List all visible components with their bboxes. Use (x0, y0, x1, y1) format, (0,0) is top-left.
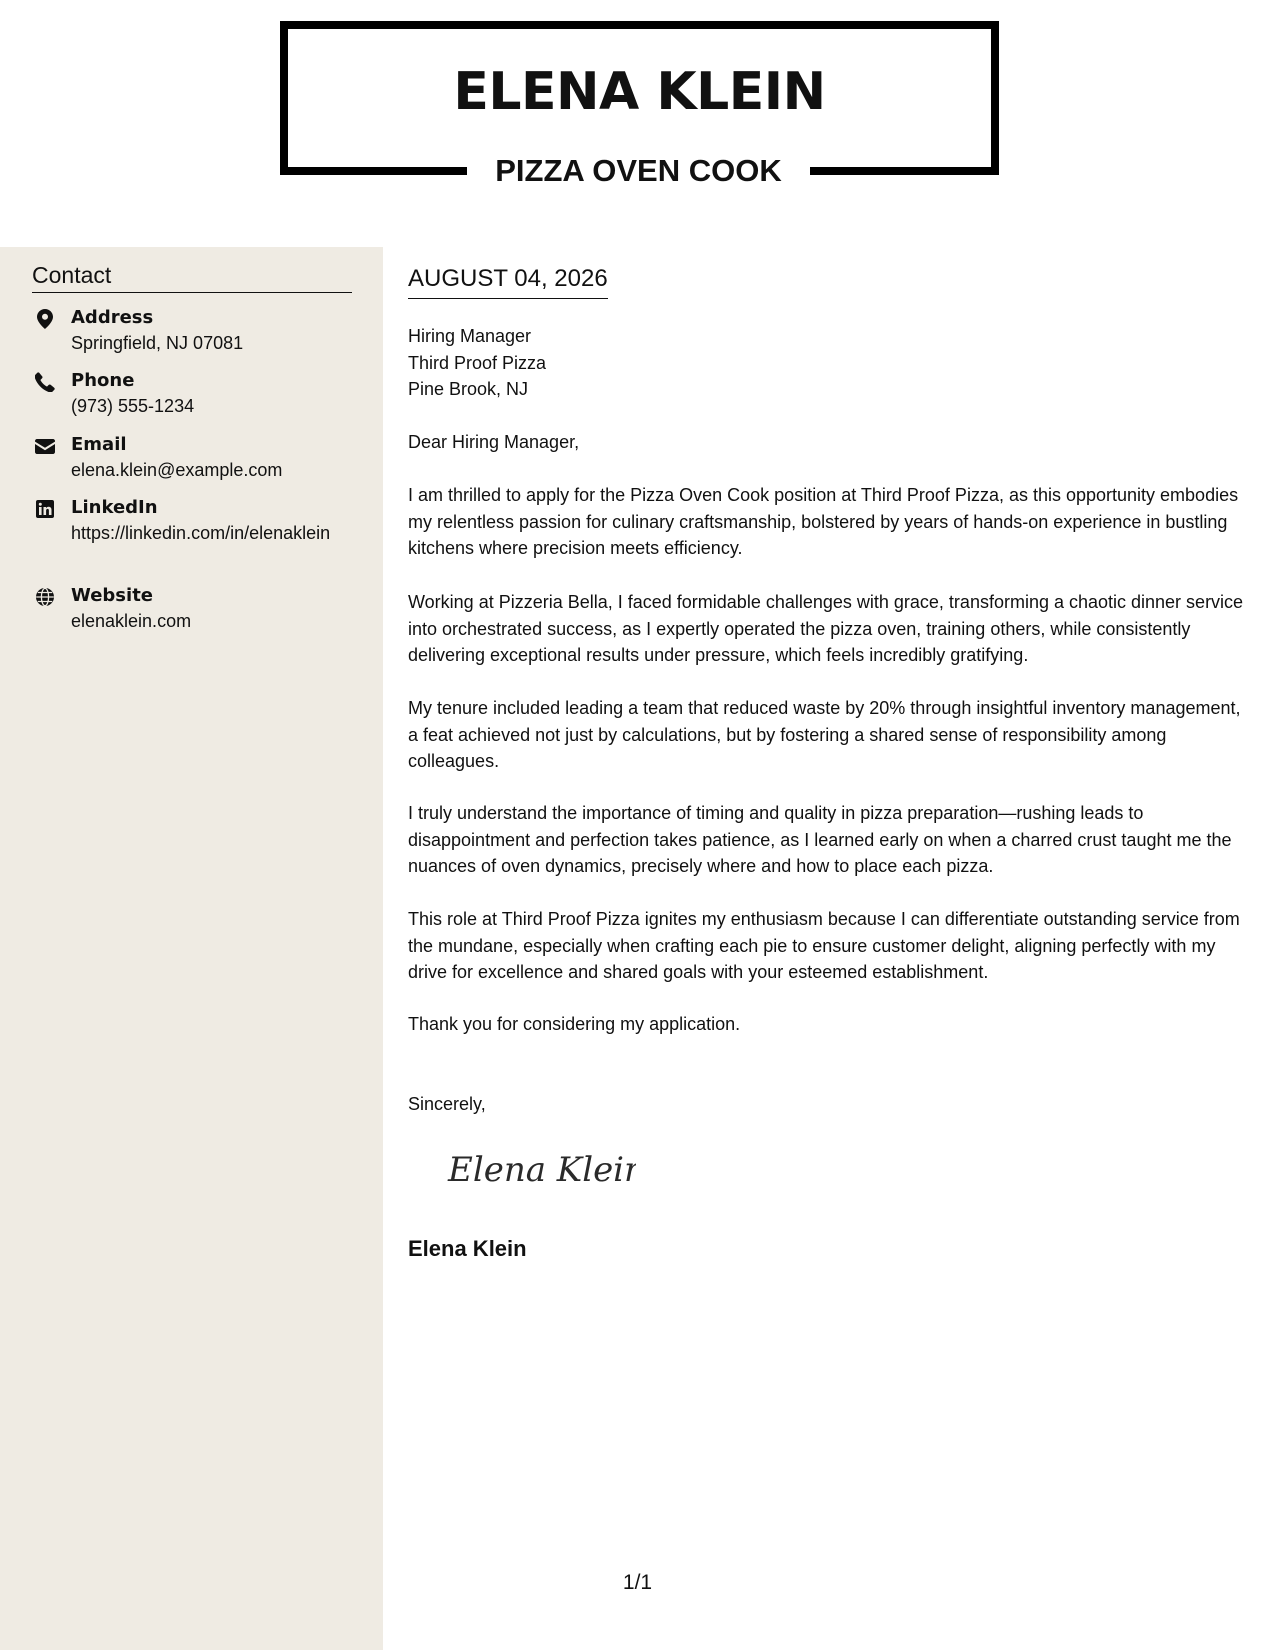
phone-icon (32, 371, 58, 393)
paragraph-4: I truly understand the importance of timing and quality in pizza preparation—rushing leads to disappointment and perfection takes patience, as I learned early on when a charred crust taught me the nuances of oven dynamics, precisely where and how to place each pizza. (408, 803, 1232, 876)
signed-name: Elena Klein (408, 1236, 527, 1261)
handwritten-signature (446, 1145, 636, 1200)
closing: Sincerely, (408, 1094, 486, 1114)
paragraph-2: Working at Pizzeria Bella, I faced formidable challenges with grace, transforming a chaotic dinner service into orchestrated success, as I expertly operated the pizza oven, training others, while consistently delivering exceptional results under pressure, which feels incredibly gratifying. (408, 592, 1244, 665)
salutation: Dear Hiring Manager, (408, 432, 580, 452)
website-value[interactable]: elenaklein.com (71, 611, 192, 631)
address-value: Springfield, NJ 07081 (71, 333, 244, 353)
header-frame-bottom-left (280, 167, 467, 175)
paragraph-5: This role at Third Proof Pizza ignites my enthusiasm because I can differentiate outstanding service from the mundane, especially when crafting each pie to ensure customer delight, aligning perfectly with my drive for excellence and shared goals with your esteemed establishment. (408, 909, 1240, 982)
globe-icon (32, 586, 58, 608)
linkedin-icon (32, 498, 58, 520)
applicant-name: ELENA KLEIN (453, 62, 826, 122)
paragraph-1: I am thrilled to apply for the Pizza Oven Cook position at Third Proof Pizza, as this opportunity embodies my relentless passion for culinary craftsmanship, bolstered by years of hands-on experience in bustling kitchens where precision meets efficiency. (408, 485, 1239, 558)
phone-value: (973) 555-1234 (71, 396, 195, 416)
linkedin-value[interactable]: https://linkedin.com/in/elenaklein (71, 523, 331, 543)
recipient-location: Pine Brook, NJ (408, 379, 529, 399)
paragraph-6: Thank you for considering my application. (408, 1014, 741, 1034)
signature-text: Elena Klein (448, 1150, 636, 1190)
email-value: elena.klein@example.com (71, 460, 283, 480)
linkedin-label: LinkedIn (71, 497, 158, 518)
job-title: PIZZA OVEN COOK (495, 153, 782, 188)
envelope-icon (32, 435, 58, 457)
page-number: 1/1 (622, 1571, 653, 1594)
contact-heading: Contact (32, 261, 352, 293)
recipient-company: Third Proof Pizza (408, 352, 547, 373)
map-pin-icon (32, 308, 58, 330)
address-label: Address (71, 307, 154, 328)
email-label: Email (71, 434, 127, 455)
paragraph-3: My tenure included leading a team that reduced waste by 20% through insightful inventory management, a feat achieved not just by calculations, but by fostering a shared sense of responsibility among colleagues. (408, 698, 1241, 771)
website-label: Website (71, 585, 154, 606)
letter-date: AUGUST 04, 2026 (408, 264, 608, 299)
phone-label: Phone (71, 370, 135, 391)
header-frame-bottom-right (810, 167, 999, 175)
recipient-block (408, 323, 546, 403)
recipient-name: Hiring Manager (408, 326, 532, 346)
